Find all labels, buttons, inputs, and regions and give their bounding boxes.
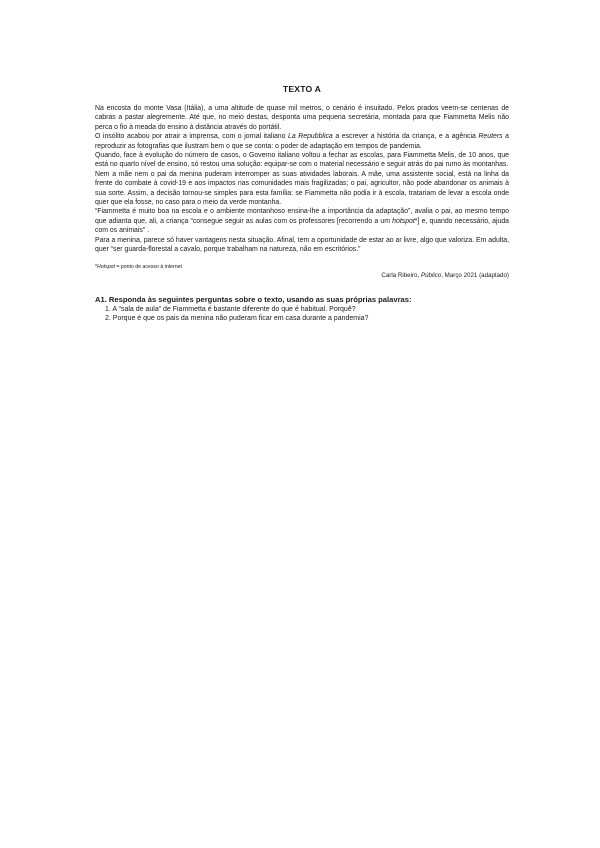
document-page	[95, 84, 509, 324]
paragraph-3: Quando, face à evolução do número de casos, o Governo italiano voltou a fechar as escolas, para Fiammetta Melis, de 10 anos, que está no quarto nível de ensino, só restou uma solução: equipar-se com o material necessário e seguir atrás do pai rumo às montanhas.	[95, 152, 509, 169]
footnote: *Hotspot = ponto de acesso à internet	[95, 263, 182, 270]
question-list	[95, 305, 509, 324]
question-item-2: 2. Porque é que os pais da menina não puderam ficar em casa durante a pandemia?	[105, 315, 369, 323]
question-item-1: 1. A “sala de aula” de Fiammetta é bastante diferente do que é habitual. Porquê?	[105, 305, 356, 313]
paragraph-6: Para a menina, parece só haver vantagens nesta situação. Afinal, tem a oportunidade de estar ao ar livre, algo que valoriza. Em adulta, quer “ser guarda-florestal a cavalo, porque trabalham na natureza, não em escritórios.”	[95, 236, 509, 254]
paragraph-5: “Fiammetta é muito boa na escola e o ambiente montanhoso ensina-lhe a importância da adaptação”, avalia o pai, ao mesmo tempo que adianta que, ali, a criança “consegue seguir as aulas com os professores [recorrendo a um hotspot*] e, quando necessário, ajuda com os animais” .	[95, 208, 510, 235]
source-citation: Carla Ribeiro, Público, Março 2021 (adaptado)	[381, 271, 509, 279]
paragraph-4: Nem a mãe nem o pai da menina puderam interromper as suas atividades laborais. A mãe, uma assistente social, está na linha da frente do combate à covid-19 e aos impactos nas comunidades mais fragilizadas; o pai, agricultor, não pode abandonar os animais à sua sorte. Assim, a decisão tornou-se simples para esta família: se Fiammetta não podia ir à escola, tratariam de levar a escola onde quer que ela fosse, no caso para o meio da verde montanha.	[95, 170, 509, 207]
document-title: TEXTO A	[282, 84, 322, 94]
question-heading: A1. Responda às seguintes perguntas sobre o texto, usando as suas próprias palavras:	[95, 294, 412, 304]
paragraph-2: O insólito acabou por atrair a imprensa, com o jornal italiano La Repubblica a escrever a história da criança, e a agência Reuters a reproduzir as fotografias que ilustram bem o que se conta: o poder de adaptação em tempos de pandemia.	[95, 133, 509, 150]
question-block	[95, 295, 509, 324]
paragraph-1: Na encosta do monte Vasa (Itália), a uma altitude de quase mil metros, o cenário é insuitado. Pelos prados veem-se centenas de cabras a pastar alegremente. Até que, no meio destas, desponta uma pequena secretária, montada para que Fiammetta Melis não perca o fio à meada do ensino à distância através do portátil.	[95, 105, 509, 131]
